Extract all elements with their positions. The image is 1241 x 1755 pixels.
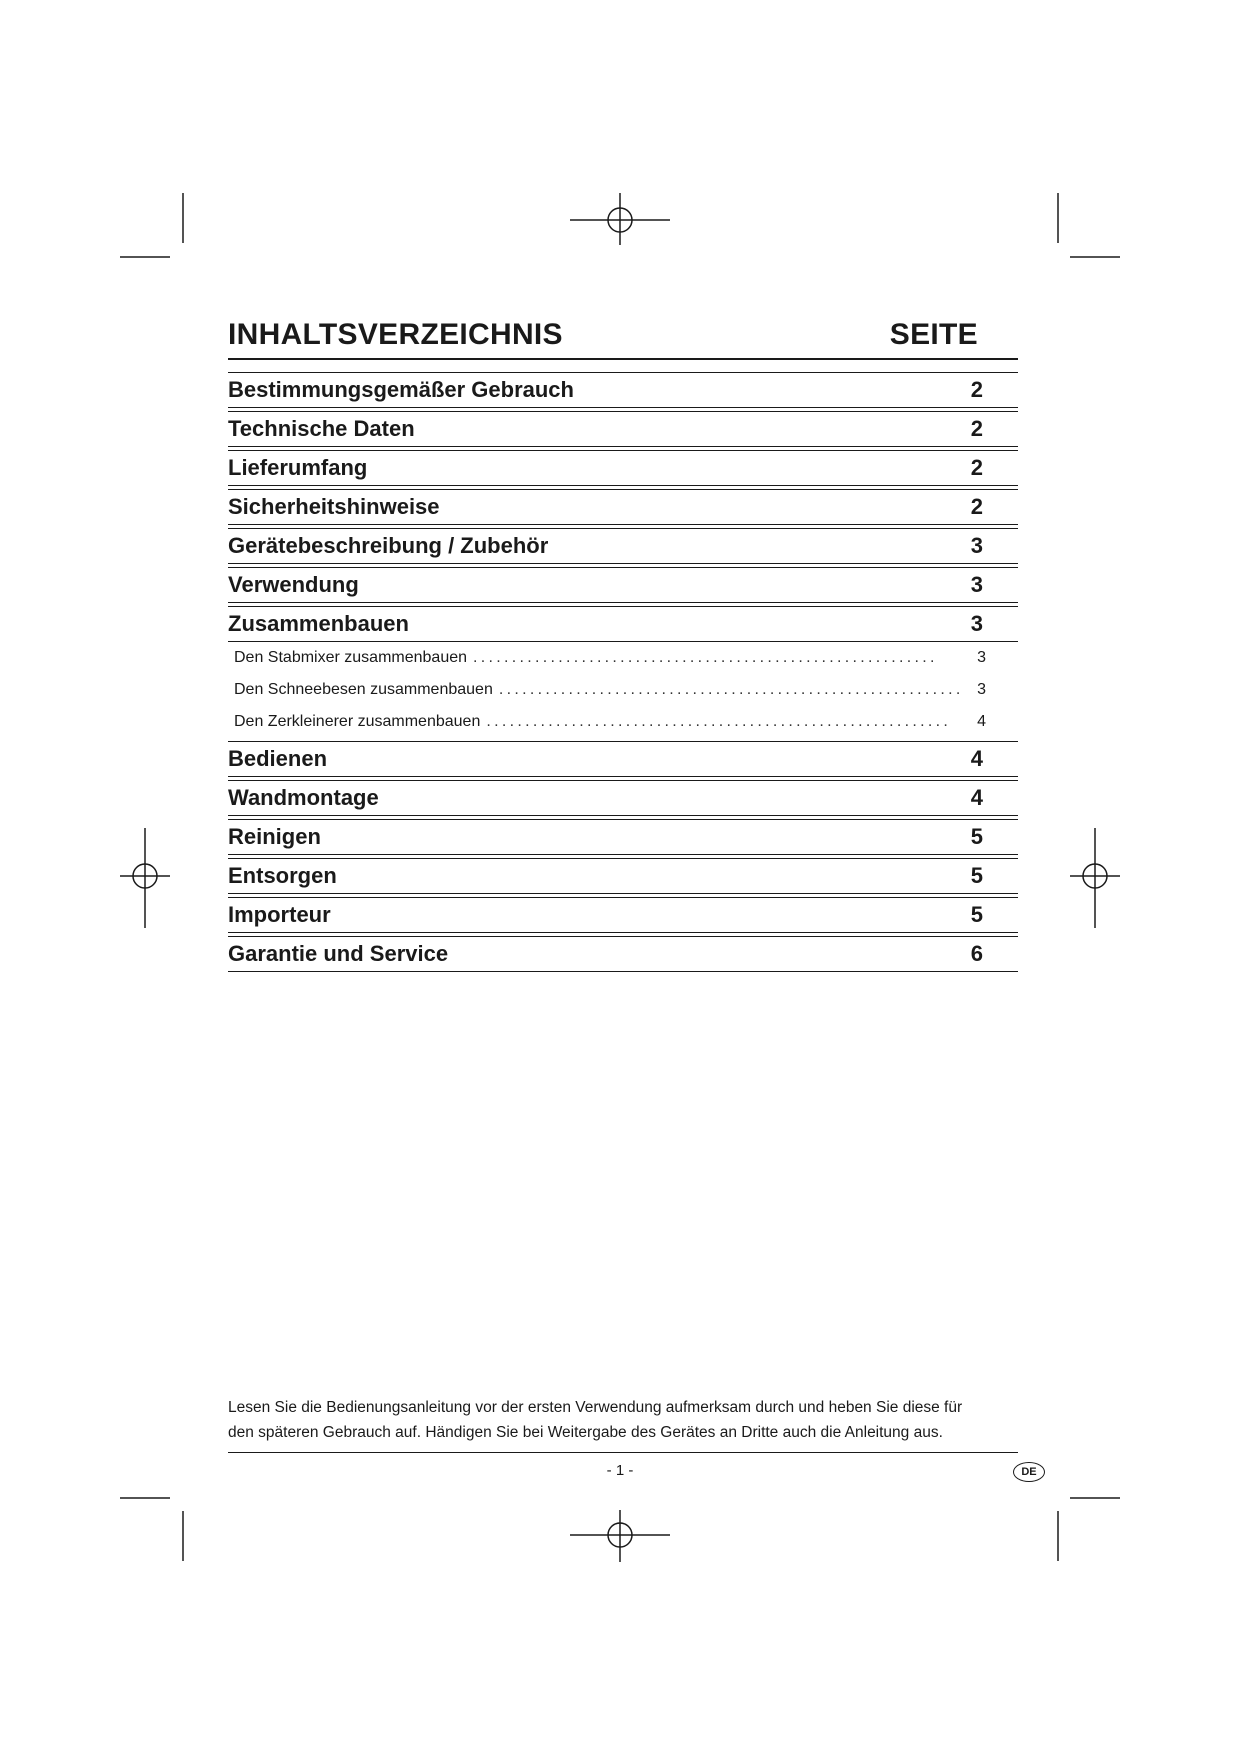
footer-notice [228, 1395, 1018, 1445]
toc-subsection-group [228, 642, 1018, 738]
toc-entry-page: 2 [970, 416, 983, 441]
toc-entry-label: Zusammenbauen [228, 611, 409, 636]
toc-entry-label: Verwendung [228, 572, 359, 597]
page-number: - 1 - [606, 1462, 634, 1479]
toc-subentry[interactable]: Den Zerkleinerer zusammenbauen ............................................................ 4 [228, 706, 1018, 738]
toc-entry-label: Entsorgen [228, 863, 337, 888]
table-of-contents [228, 372, 1018, 975]
toc-subentry[interactable]: Den Schneebesen zusammenbauen ............................................................ 3 [228, 674, 1018, 706]
toc-entry[interactable] [228, 489, 1018, 525]
footer-divider [228, 1452, 1018, 1453]
toc-entry-page: 5 [970, 824, 983, 849]
toc-entry[interactable] [228, 606, 1018, 642]
toc-entry[interactable] [228, 411, 1018, 447]
toc-entry[interactable] [228, 897, 1018, 933]
toc-subentry-page: 4 [977, 713, 986, 730]
toc-subentry[interactable]: Den Stabmixer zusammenbauen ............................................................ 3 [228, 642, 1018, 674]
toc-entry-label: Garantie und Service [228, 941, 449, 966]
language-badge: DE [1013, 1462, 1045, 1482]
toc-entry-label: Technische Daten [228, 416, 415, 441]
toc-entry-label: Bestimmungsgemäßer Gebrauch [228, 377, 574, 402]
toc-entry-page: 6 [970, 941, 983, 966]
toc-entry[interactable] [228, 372, 1018, 408]
toc-subentry-page: 3 [977, 681, 986, 698]
toc-entry-page: 3 [970, 572, 983, 597]
toc-title: INHALTSVERZEICHNIS [228, 318, 563, 351]
toc-entry-page: 2 [970, 494, 983, 519]
toc-entry[interactable] [228, 528, 1018, 564]
page-column-heading: SEITE [889, 318, 978, 351]
toc-entry-page: 2 [970, 377, 983, 402]
toc-entry-label: Sicherheitshinweise [228, 494, 440, 519]
toc-entry-label: Bedienen [228, 746, 328, 771]
toc-entry-page: 3 [970, 533, 983, 558]
toc-entry-label: Gerätebeschreibung / Zubehör [228, 533, 549, 558]
toc-entry[interactable] [228, 741, 1018, 777]
toc-subentry-page: 3 [977, 649, 986, 666]
toc-entry-page: 5 [970, 863, 983, 888]
toc-subentry-label: Den Stabmixer zusammenbauen [234, 649, 468, 666]
toc-subentry-label: Den Schneebesen zusammenbauen [234, 681, 493, 698]
footer-notice-line: Lesen Sie die Bedienungsanleitung vor der ersten Verwendung aufmerksam durch und heben Sie diese für [228, 1399, 963, 1416]
toc-header [228, 318, 998, 352]
toc-entry[interactable] [228, 567, 1018, 603]
toc-entry-page: 3 [970, 611, 983, 636]
toc-entry[interactable] [228, 858, 1018, 894]
toc-entry[interactable] [228, 780, 1018, 816]
header-divider [228, 358, 1018, 360]
toc-entry-page: 5 [970, 902, 983, 927]
toc-entry-label: Reinigen [228, 824, 321, 849]
toc-entry[interactable] [228, 819, 1018, 855]
footer-notice-line: den späteren Gebrauch auf. Händigen Sie bei Weitergabe des Gerätes an Dritte auch die Anleitung aus. [228, 1424, 943, 1441]
toc-entry-label: Lieferumfang [228, 455, 368, 480]
toc-entry-page: 4 [970, 746, 983, 771]
toc-entry-page: 4 [970, 785, 983, 810]
toc-entry-page: 2 [970, 455, 983, 480]
toc-entry-label: Importeur [228, 902, 331, 927]
toc-entry-label: Wandmontage [228, 785, 379, 810]
toc-entry[interactable] [228, 936, 1018, 972]
toc-subentry-label: Den Zerkleinerer zusammenbauen [234, 713, 481, 730]
toc-entry[interactable] [228, 450, 1018, 486]
